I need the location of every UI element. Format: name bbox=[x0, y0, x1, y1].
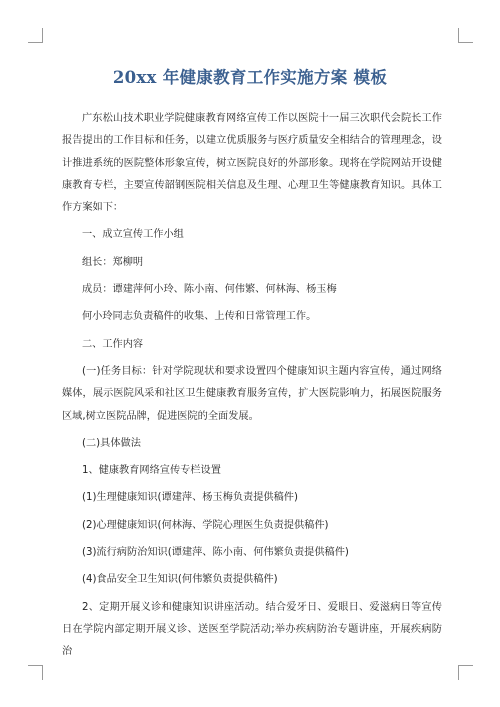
paragraph: (4)食品安全卫生知识(何伟繁负责提供稿件) bbox=[82, 574, 278, 586]
paragraph: (一)任务目标：针对学院现状和要求设置四个健康知识主题内容宣传，通过网络媒体，展示医院风采和社区卫生健康教育服务宣传，扩大医院影响力，拓展医院服务区域,树立医院品牌，促进医院的全面发展。 bbox=[62, 365, 442, 422]
paragraph: (3)流行病防治知识(谭建萍、陈小南、何伟繁负责提供稿件) bbox=[82, 547, 349, 559]
paragraph: 广东松山技术职业学院健康教育网络宣传工作以医院十一届三次职代会院长工作报告提出的工作目标和任务，以建立优质服务与医疗质量安全相结合的管理理念，设计推进系统的医院整体形象宣传，树立医院良好的外部形象。现将在学院网站开设健康教育专栏，主要宣传韶钢医院相关信息及生理、心理卫生等健康教育知识。具体工作方案如下： bbox=[62, 113, 442, 214]
paragraph: 二、工作内容 bbox=[82, 338, 144, 350]
paragraph: 1、健康教育网络宣传专栏设置 bbox=[82, 465, 221, 477]
paragraph: 何小玲同志负责稿件的收集、上传和日常管理工作。 bbox=[82, 311, 317, 323]
document-title: 20xx 年健康教育工作实施方案 模板 bbox=[112, 68, 388, 87]
paragraph: 组长：郑柳明 bbox=[82, 256, 144, 268]
paragraph: (1)生理健康知识(谭建萍、杨玉梅负责提供稿件) bbox=[82, 492, 298, 504]
crop-mark-bottom-right bbox=[458, 665, 473, 680]
crop-mark-top-right bbox=[458, 28, 473, 43]
paragraph: (2)心理健康知识(何林海、学院心理医生负责提供稿件) bbox=[82, 519, 329, 531]
document-body bbox=[62, 108, 442, 669]
paragraph: 一、成立宣传工作小组 bbox=[82, 229, 184, 241]
paragraph: 成员：谭建萍何小玲、陈小南、何伟繁、何林海、杨玉梅 bbox=[82, 284, 337, 296]
paragraph: 2、定期开展义诊和健康知识讲座活动。结合爱牙日、爱眼日、爱滋病日等宣传日在学院内部定期开展义诊、送医至学院活动;举办疾病防治专题讲座，开展疾病防治 bbox=[62, 601, 442, 658]
crop-mark-top-left bbox=[28, 28, 43, 43]
paragraph: (二)具体做法 bbox=[82, 437, 141, 449]
crop-mark-bottom-left bbox=[28, 665, 43, 680]
